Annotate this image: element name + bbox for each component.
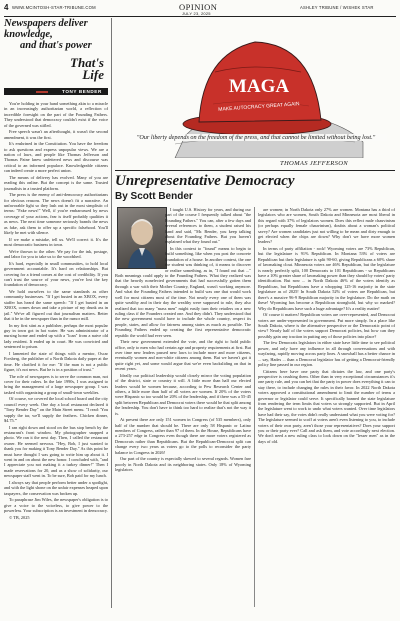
paragraph: We hold ourselves to the same standards as other community businesses. "If I get busted in an XBOX, every staffer has heard the same speech: "If I get busted in an XBOX, comes down and take a picture of my drunk ass in jail." We've all figured out that journalism matters. Better that it be in the newspaper than in the rumor mill. bbox=[4, 288, 108, 321]
paragraph: The means of delivery has evolved. Many of you are reading this online. But the concept is the same. Trusted journalists in a trusted platform. bbox=[4, 174, 108, 191]
hat-text-main: MAGA bbox=[228, 76, 290, 97]
paragraph: I taught U.S. History for years, and during our part of the course I frequently talked about "the Founding Fathers." You can, after a few days and several references to them, a student raised his hand and said, "Mr. Bender, you keep talking about the Founding Fathers. But you haven't explained what they found out." bbox=[165, 207, 251, 245]
website-url[interactable]: WWW.MCINTOSH-STAR-TRIBUNE.COM bbox=[12, 5, 96, 10]
paragraph: The role of newspapers is to serve the common man, not cover for their rulers. In the late 1990s, I was assigned to bring the management of a large newspaper group. I was tasked with organizing a group of small-town weeklies. bbox=[4, 373, 108, 395]
paragraph: In this context to "found" means to begin to build something, like when you post the concrete foundation of a house. In another context, the one the student was thinking of, it means to discover or realize something, as in, "I found out that ..." Both meanings could apply to the Founding Fathers. What they realized was that the heavily nonelected governments that had successfully gotten them through a war with their Mother Country, England, wasn't working anymore. And what the Founding Fathers intended to build was one that would work well for most citizens most of the time. Not nearly every one of them was quite wealthy and in their day the wealthy were supposed to rule, they also realized that too many "mass men" might easily turn their retailers on a new ruling class if the Founders created one. And they didn't. They understood that the new government would have to include the whole country, respect its people, states, and allow for fairness among states as much as possible. The Founding Fathers ended up creating the first representative democratic republic the world had ever seen. bbox=[115, 246, 251, 338]
paragraph: © TB, 2025 bbox=[9, 514, 30, 520]
editorial-cartoon bbox=[115, 18, 395, 158]
hat-text-sub: MAKE AUTOCRACY GREAT AGAIN bbox=[218, 101, 300, 113]
paragraph: The few Democrats legislators in either state have little time to see political power, and only have any influence in all through conversations and with wayfaring, rapidly moving across party lines. A snowball has a better chance in ... say, Hades ... than a Democrat legislator has of getting a Democrat-friendly policy line passed in our region. bbox=[258, 340, 395, 367]
paragraph: Free speech wasn't an afterthought, it wasn't the second amendment, it was the first. bbox=[4, 129, 108, 140]
column-slogan bbox=[4, 18, 108, 51]
paragraph: You're holding in your hand something akin to a miracle in an increasingly authoritarian world, a reflection of incredible foresight on the part of the Founding Fathers. They understood that democracy couldn't exist if the voice of the governed was stifled. bbox=[4, 101, 108, 128]
section-name: OPINION bbox=[179, 2, 218, 12]
paragraph: Of course, we covered the local school board and the city council every week. One day a local restaurant declared it "Tony Bender Day" on the Main Street menu. "I read: 'You supply the tar, we'll supply the feathers. Chicken dinner, $4.75.'" bbox=[4, 396, 108, 423]
article-headline: Unrepresentative Democracy bbox=[115, 173, 295, 189]
paragraph: It's enshrined in the Constitution. You have the freedom to ask questions and express unpopular views. We are a nation of laws, and people like Thomas Jefferson and Thomas Paine knew unfettered news and discourse was critical to an informed populace. Knowledgeable citizens can indeed create a more perfect union. bbox=[4, 141, 108, 174]
photo-spacer bbox=[115, 207, 165, 269]
paragraph: If we make a mistake, tell us. We'll correct it. It's the most democratic business in town. bbox=[4, 236, 108, 248]
slogan-line-2: and that's power bbox=[20, 40, 92, 51]
slogan-line-1: Newspapers deliver knowledge, bbox=[4, 18, 88, 40]
paragraph: I ran right down and stood on the bus stop bench by the restaurant's front window. My photographer snapped a photo. We ran it the next day. Then, I called the restaurant owner. He seemed nervous. "Hey, Bob, I just wanted to thank you for making it Tony Bender Day." As this point he must have thought I was going to write him up about it. I went in and on about the new honor. I concluded with, "and I appreciate you not making it a turkey dinner!" Then I made reservations for 20, and as a show of solidarity, our newspaper staff went in. To be sure, Bob paid for my lunch. bbox=[4, 424, 108, 479]
left-column bbox=[4, 18, 108, 621]
article-column-2 bbox=[258, 207, 395, 608]
column-logo bbox=[4, 55, 108, 99]
right-paper-name: ASHLEY TRIBUNE / WISHEK STAR bbox=[300, 5, 374, 10]
author-tag: TONY BENDER bbox=[62, 89, 102, 94]
paragraph: To paraphrase Jim Wiles, the newspaper's obligation is to give a voice to the voiceless, to give power to the powerless. Your subscription is an investment in democracy. bbox=[4, 497, 108, 514]
paragraph: We're thrown to the other. We pay for the ink, postage, and labor for you to take us to the woodshed. bbox=[4, 248, 108, 260]
cartoon-quote: "Our liberty depends on the freedom of the press, and that cannot be limited without being lost." bbox=[125, 134, 387, 141]
paragraph: Ideally our political leadership would closely mirror the voting population of the district, state or country it will. A little more than half our elected leaders would be women because, according to Pew Research Center and others, a little more than half of all voters are women. If 20% of the voters were Hispanic so too would be 20% of the leadership, and if there was a 55-45 split between Republican and Democrat voters there would be that split among the leadership. You don't have to think too hard to realize that's not the way it is. bbox=[115, 372, 251, 416]
column-title-line-2: Life bbox=[82, 67, 104, 82]
article-byline: By Scott Bender bbox=[115, 191, 193, 202]
paragraph: In my first stint as a publisher, perhaps the most popular guy in town got in hot water. He was administrator of a nursing home and ended up with a "loan" from a naive old lady resident. It ended up in court. He was convicted and sentenced to prison. bbox=[4, 322, 108, 350]
header-rule bbox=[4, 16, 396, 17]
column-body bbox=[4, 101, 108, 621]
column-title bbox=[54, 57, 104, 81]
paragraph: I lamented the state of things with a mentor, Oscar Forsberg, the publisher of a North Dakota daily paper at the time. He clarified it for me: "If the man is not a public figure, it's not news. But he is in a position of trust." bbox=[4, 350, 108, 372]
paragraph: are women; in North Dakota only 27% are women. Montana has a third of legislators who are women, South Dakota and Minnesota are most liberal in this regard with 37% of legislators women. Does this reflect male chauvinism (or perhaps equally female chauvinism), doubts about a woman's political savvy? Are women candidates just not willing to be mean and dirty enough to get elected when the chips are down? Why don't we have more women leaders? bbox=[258, 207, 395, 245]
paragraph: The press is the enemy of anti-democracy authoritarians for obvious reasons. The news doesn't fit a narrative. An unfavorable light so they lash out in the most simplistic of terms: "Fake news!" Well, if you're embarrassed by news coverage of your actions, fear is itself probably qualities it as news. The next time someone seriously brands the news as fake, ask them to offer up a specific falsehood. You'll likely be met with silence. bbox=[4, 192, 108, 236]
paragraph: Of course it matters! Republican voters are over-represented, and Democrat voters are under-represented in government. Put more simply. In a place like South Dakota, where is the alternative perspective or the Democratic point of view? Nearly half of the voters support Democrat policies, but how can they possibly gain any traction in putting any of those policies into place? bbox=[258, 312, 395, 339]
paragraph: It's hard, especially in small communities, to hold local government accountable. It's hard on relationships. But covering for a friend comes at the cost of credibility. If you can't trust the source of your news, you've lost the key foundation of democracy. bbox=[4, 260, 108, 288]
paragraph: Our part of the country is especially skewed to several regards. Women fare poorly in North Dakota and its neighboring states. Only 18% of Wyoming legislators bbox=[115, 456, 251, 473]
article-column-divider bbox=[254, 207, 255, 607]
paragraph: I always say that people perform better under a spotlight, and with the light shone on the unfair expenses heaped upon taxpayers, the conservation was broken up. bbox=[4, 479, 108, 496]
author-bar-accent bbox=[36, 91, 48, 93]
paragraph: At present there are only 151 women in Congress (of 535 members), only half of the number that should be. There are only 58 Hispanic or Latino members of Congress, rather than 97 of them. In the House, Republicans have a 273-257 edge in Congress even though there are more voters registered as Democrats rather than Republicans. But the Republican-Democrat split can change every two years as voters go to the polls to reconsider the party balance in Congress in 2026! bbox=[115, 417, 251, 455]
issue-date: JULY 23, 2025 bbox=[182, 11, 211, 16]
cartoon-rule bbox=[115, 170, 395, 171]
paragraph: Their new government extended the vote, and the right to hold public office, only to men who had certain age and property requirements at first. But over time new leaders passed new laws to include more and more citizens, eventually women and non-white citizens among them. But we haven't got it quite right yet, and some would argue that we're even backsliding on that in recent years. bbox=[115, 339, 251, 372]
column-divider bbox=[111, 18, 112, 608]
page-number: 4 bbox=[4, 3, 9, 12]
article-column-1 bbox=[115, 207, 251, 608]
column-title-line-1: That's bbox=[70, 55, 104, 70]
quote-attribution: THOMAS JEFFERSON bbox=[280, 160, 348, 167]
paragraph: In terms of party affiliation - rock! Wyoming voters are 73% Republican, but the legislature is 91% Republican. In Montana 53% of voters are Republican but their legislature is split 90-60, giving Republicans a 60% share of lawmaking clout. Minnesota voters are 46% Republican, but the legislature is nearly perfectly split, 100 Democrats to 101 Republicans - so Republicans have a 10% greater share of lawmaking power than they should by voters' party identification. But now ... in North Dakota 46% of the voters identify as Republican, but Republicans have a whopping 125-16 majority in the state legislature as of 2025! In South Dakota 52% of voters are Republican, but there's a massive 96-9 Republican majority in the legislature. Do the math on these! Wyoming has become a Republican stronghold, but why so marked? Why do Republicans have such a huge advantage? It's a reality matter! bbox=[258, 246, 395, 311]
paragraph: Citizens here have one party that dictates the law, and one party's perspective is crushing them. Other than in very exceptional circumstances it's one party rule, and you can bet that the party in power does everything it can to stay there, to include changing the rules in their favor. In 2022 North Dakota voters approved a constitutional amendment to limit the number of terms a governor or legislator could serve. It specifically banned the state legislature from rendering the term limits that voters so strongly supported. But in April the legislature went to work to undo what voters wanted. Over time legislators have had their say, the votes didn't really understand what you were voting for? The legislature seemed to scoff at voters aren't even listening to you, to include voters of their own party, aren't those your representatives? Does your support you or their party ever? Call and ask them, and vote accordingly next election. We don't need a new ruling class to look down on the "lesser men" as in the days of old. bbox=[258, 368, 395, 444]
